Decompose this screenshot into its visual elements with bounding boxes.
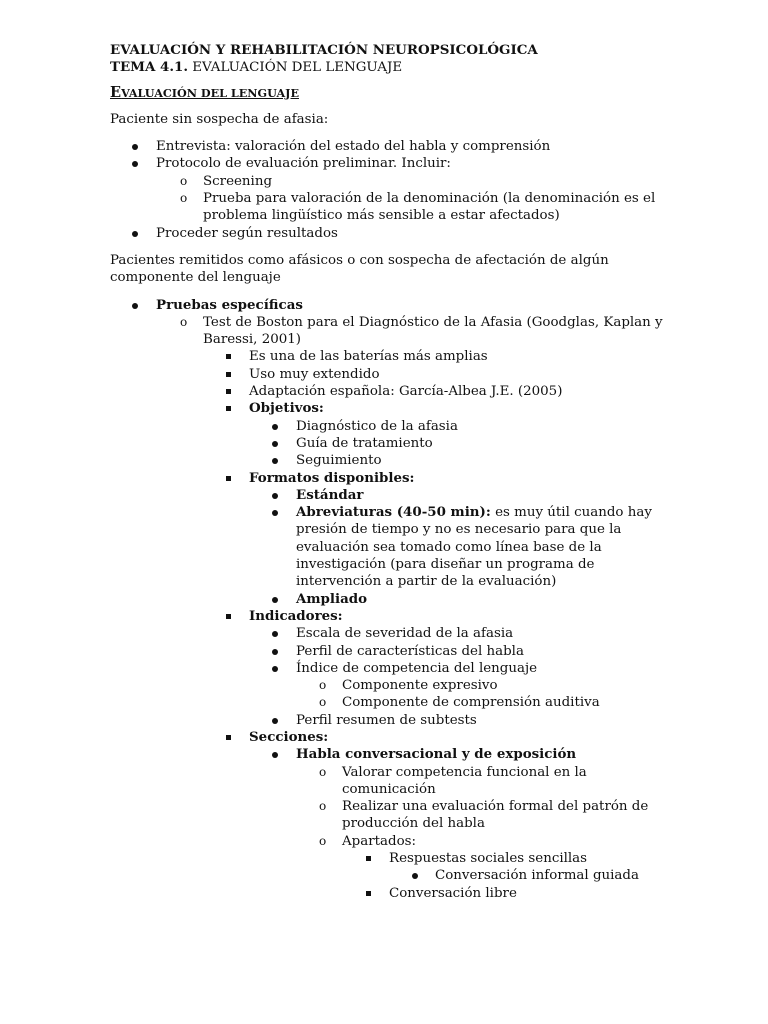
topic-text: EVALUACIÓN DEL LENGUAJE <box>188 60 403 76</box>
bullet-square-icon <box>226 372 231 377</box>
list-item: Estándar <box>110 487 670 504</box>
list-item: Conversación informal guiada <box>110 867 670 884</box>
bullet-circle-icon: o <box>319 764 327 779</box>
list-item: Adaptación española: García-Albea J.E. (2005) <box>110 383 670 400</box>
list-item: Habla conversacional y de exposición <box>110 746 670 763</box>
list-item: o Realizar una evaluación formal del patrón de <box>319 799 649 815</box>
bullet-square-icon <box>226 476 231 481</box>
bullet-square-icon <box>226 735 231 740</box>
list-item-continuation: evaluación sea tomado como línea base de la <box>296 539 602 555</box>
list-item: Respuestas sociales sencillas <box>110 850 670 867</box>
bullet-dot-icon <box>272 718 278 724</box>
bullet-circle-icon: o <box>319 695 327 710</box>
list-item: o Componente expresivo <box>319 678 498 694</box>
bullet-dot-icon <box>132 231 138 237</box>
list-item: Formatos disponibles: <box>110 470 670 487</box>
bullet-circle-icon: o <box>180 191 188 206</box>
bullet-dot-icon <box>412 873 418 879</box>
bullet-dot-icon <box>272 631 278 637</box>
bullet-dot-icon <box>272 666 278 672</box>
section-heading <box>110 84 670 101</box>
list-item: Guía de tratamiento <box>110 435 670 452</box>
list-item: Ampliado <box>110 591 670 608</box>
bullet-circle-icon: o <box>319 678 327 693</box>
list-item: Protocolo de evaluación preliminar. Incluir: <box>110 155 670 172</box>
bullet-square-icon <box>366 891 371 896</box>
bullet-dot-icon <box>272 458 278 464</box>
list-item-continuation: problema lingüístico más sensible a estar afectados) <box>203 208 560 224</box>
bullet-dot-icon <box>132 144 138 150</box>
paragraph-referred-patients-cont: componente del lenguaje <box>110 270 281 286</box>
bullet-square-icon <box>226 354 231 359</box>
list-item: Secciones: <box>110 729 670 746</box>
list-item: Indicadores: <box>110 608 670 625</box>
document-title: EVALUACIÓN Y REHABILITACIÓN NEUROPSICOLÓGICA <box>110 42 538 58</box>
list-item: Seguimiento <box>110 452 670 469</box>
list-item: Conversación libre <box>110 885 670 902</box>
list-item-continuation: intervención a partir de la evaluación) <box>296 574 557 590</box>
list-item: o Apartados: <box>319 833 417 849</box>
bullet-circle-icon: o <box>319 833 327 848</box>
list-item-continuation: comunicación <box>342 781 436 797</box>
list-item: o Componente de comprensión auditiva <box>319 695 600 711</box>
bullet-square-icon <box>226 614 231 619</box>
bullet-dot-icon <box>272 493 278 499</box>
list-item: Diagnóstico de la afasia <box>110 418 670 435</box>
section-heading-rest: VALUACIÓN DEL LENGUAJE <box>121 85 299 100</box>
list-item-continuation: producción del habla <box>342 816 485 832</box>
list-item: Pruebas específicas <box>110 297 670 314</box>
document-page <box>110 42 670 902</box>
bullet-square-icon <box>366 856 371 861</box>
bullet-circle-icon: o <box>180 173 188 188</box>
list-item-continuation: investigación (para diseñar un programa de <box>296 557 595 573</box>
list-item: Proceder según resultados <box>110 225 670 242</box>
list-item-continuation: presión de tiempo y no es necesario para que la <box>296 522 622 538</box>
list-item: Abreviaturas (40-50 min): es muy útil cuando hay <box>110 504 670 521</box>
topic-label: TEMA 4.1. <box>110 59 189 76</box>
list-item: Perfil resumen de subtests <box>110 712 670 729</box>
list-item: o Valorar competencia funcional en la <box>319 764 587 780</box>
list-item: Perfil de características del habla <box>110 643 670 660</box>
bullet-dot-icon <box>132 303 138 309</box>
list-item: Es una de las baterías más amplias <box>110 348 670 365</box>
list-item: Índice de competencia del lenguaje <box>110 660 670 677</box>
paragraph-referred-patients: Pacientes remitidos como afásicos o con sospecha de afectación de algún <box>110 252 609 268</box>
bullet-circle-icon: o <box>319 799 327 814</box>
topic-line <box>110 59 670 76</box>
bullet-dot-icon <box>132 161 138 167</box>
section-heading-initial: E <box>110 83 122 101</box>
bullet-dot-icon <box>272 649 278 655</box>
list-item: Escala de severidad de la afasia <box>110 625 670 642</box>
bullet-dot-icon <box>272 441 278 447</box>
bullet-dot-icon <box>272 510 278 516</box>
bullet-circle-icon: o <box>180 314 188 329</box>
paragraph-no-aphasia: Paciente sin sospecha de afasia: <box>110 111 329 127</box>
bullet-dot-icon <box>272 752 278 758</box>
list-item: o Test de Boston para el Diagnóstico de la Afasia (Goodglas, Kaplan y <box>180 314 663 330</box>
bullet-square-icon <box>226 389 231 394</box>
list-item: Uso muy extendido <box>110 366 670 383</box>
list-item: Entrevista: valoración del estado del habla y comprensión <box>110 138 670 155</box>
bullet-square-icon <box>226 406 231 411</box>
list-item: o Screening <box>180 173 273 189</box>
list-item: Objetivos: <box>110 400 670 417</box>
list-item-continuation: Baressi, 2001) <box>203 332 301 348</box>
bullet-dot-icon <box>272 597 278 603</box>
bullet-dot-icon <box>272 424 278 430</box>
list-item: o Prueba para valoración de la denominación (la denominación es el <box>180 191 656 207</box>
